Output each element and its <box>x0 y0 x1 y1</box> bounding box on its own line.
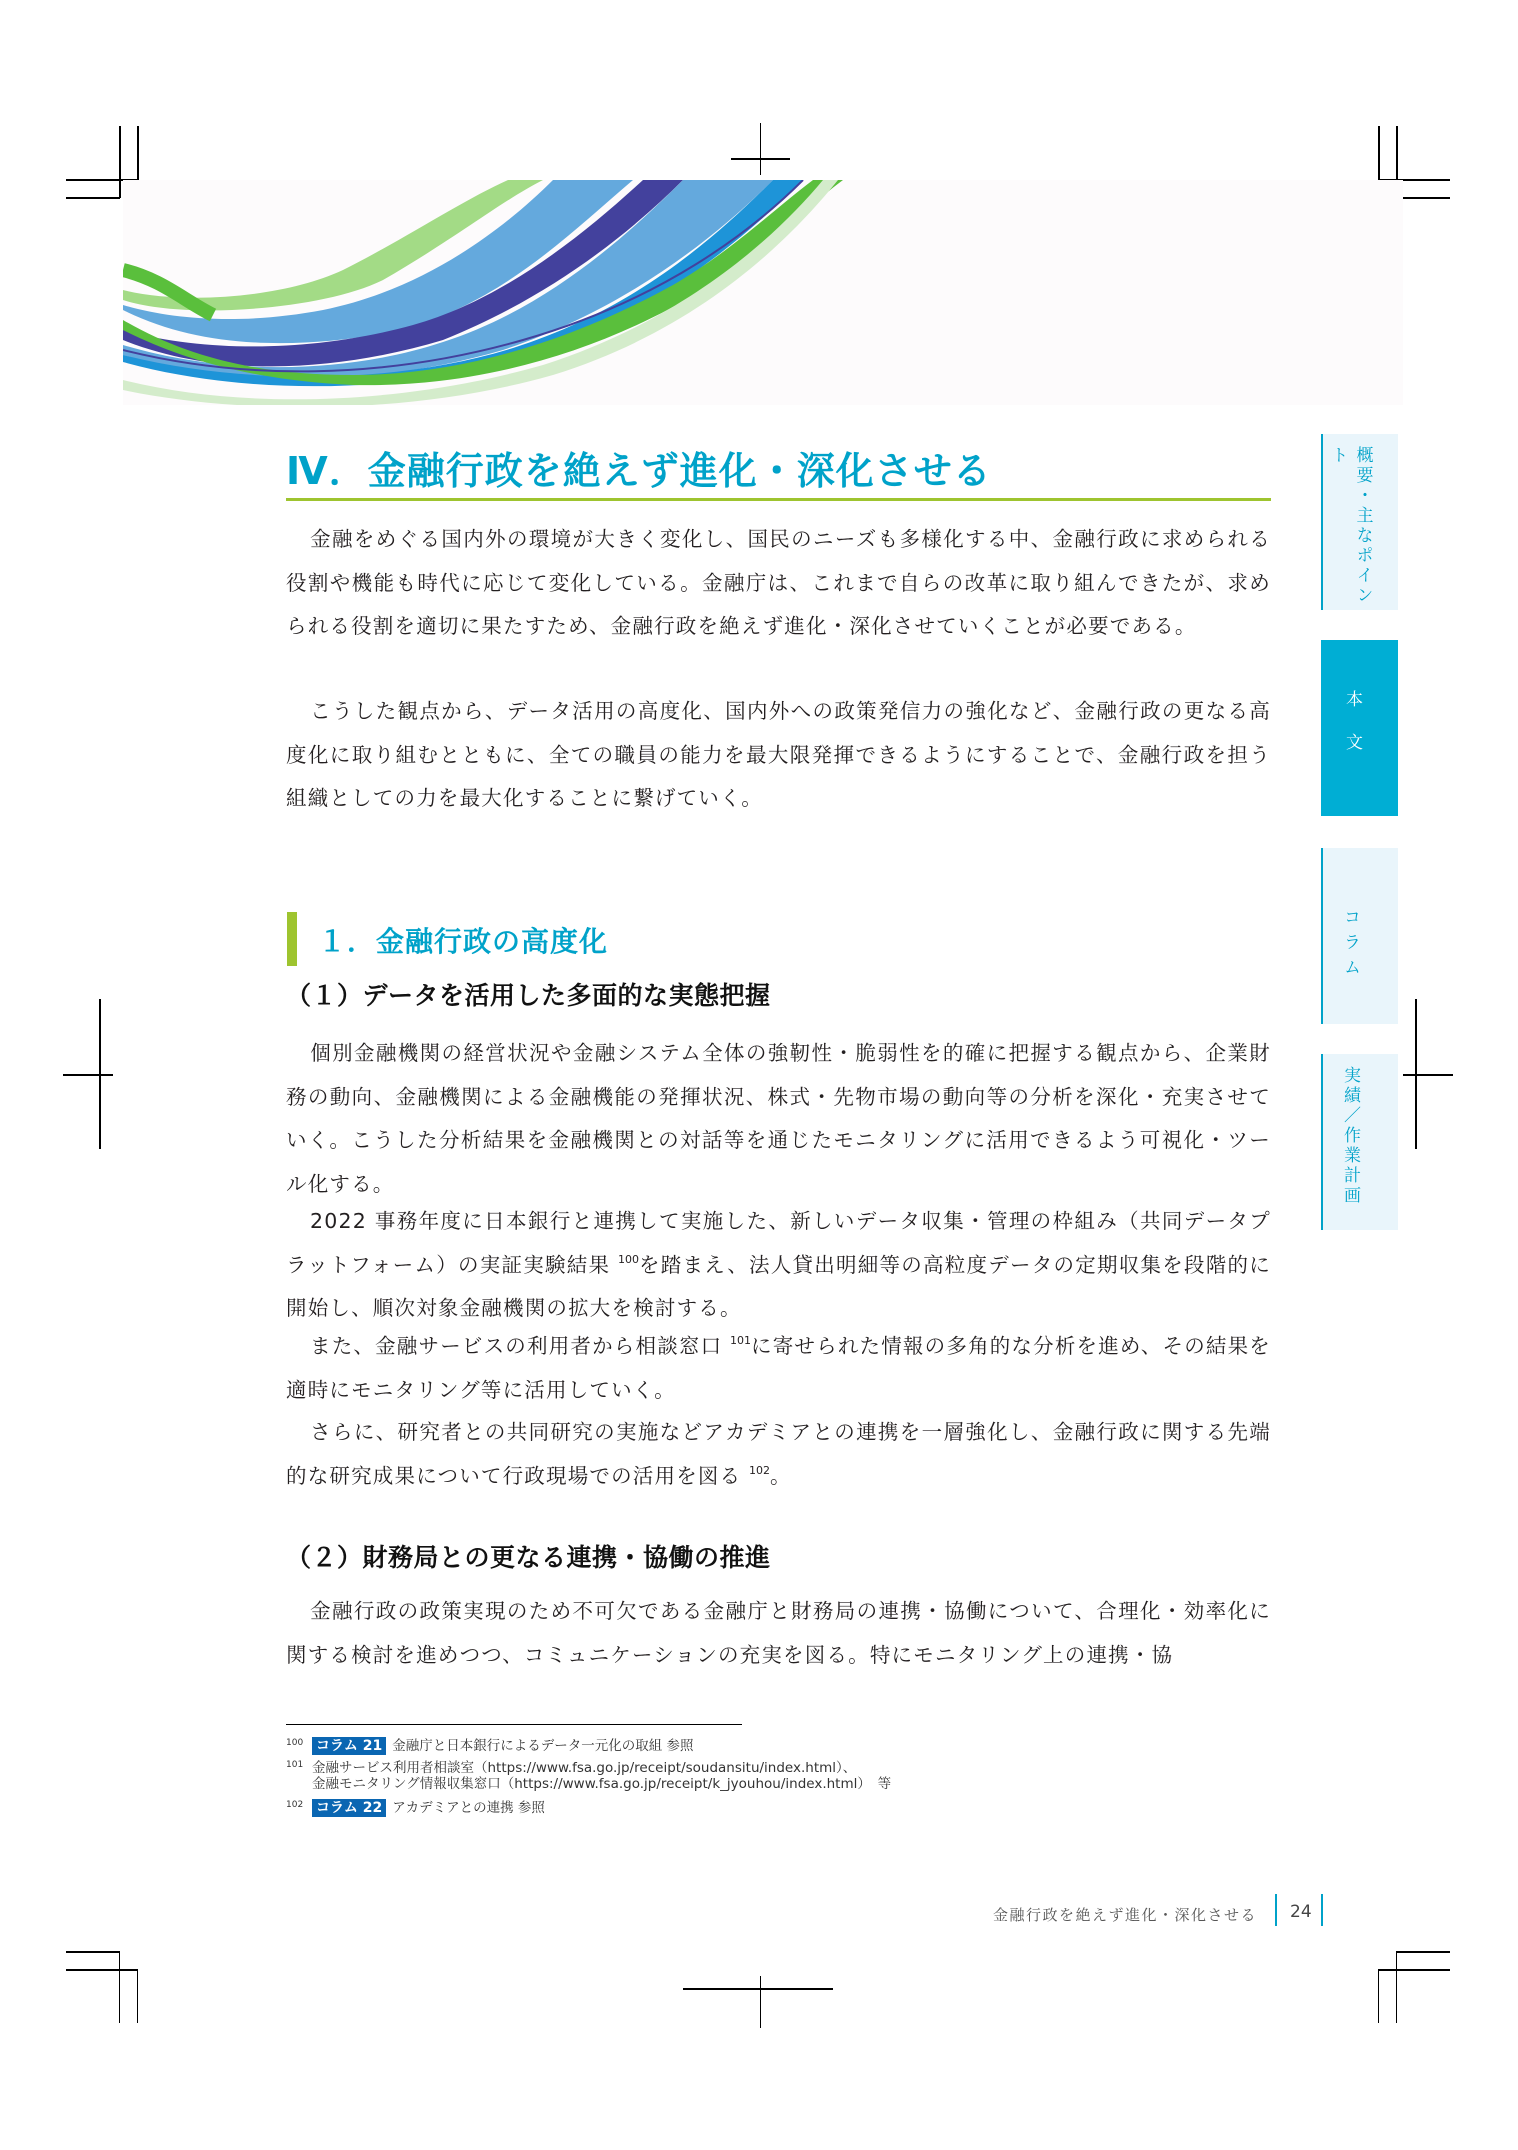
subsection-title-1: （１）データを活用した多面的な実態把握 <box>286 981 771 1010</box>
footnote-number: 101 <box>286 1760 304 1770</box>
paragraph-text: 個別金融機関の経営状況や金融システム全体の強靭性・脆弱性を的確に把握する観点から、企業財務の動向、金融機関による金融機能の発揮状況、株式・先物市場の動向等の分析を深化・充実させていく。こうした分析結果を金融機関との対話等を通じたモニタリングに活用できるよう可視化・ツール化する。 <box>286 1041 1271 1196</box>
footnote-ref-102[interactable]: 102 <box>749 1463 771 1477</box>
subsection-1-paragraph-4 <box>286 1411 1271 1498</box>
subsection-1-paragraph-2 <box>286 1200 1271 1331</box>
footnote-number: 100 <box>286 1738 304 1748</box>
side-tab-main-text[interactable] <box>1321 640 1398 816</box>
footnote-102 <box>286 1796 545 1817</box>
paragraph-text: を踏まえ、法人貸出明細等の高粒度データの定期収集を段階的に開始し、順次対象金融機関の拡大を検討する。 <box>286 1252 1272 1320</box>
paragraph-text: 2022 事務年度に日本銀行と連携して実施した、新しいデータ収集・管理の枠組み（共同データプラットフォーム）の実証実験結果 <box>286 1209 1271 1277</box>
header-banner <box>123 180 1403 405</box>
chapter-title: Ⅳ．金融行政を絶えず進化・深化させる <box>286 449 992 493</box>
intro-paragraph-1 <box>286 518 1271 649</box>
wave-ribbons-graphic <box>123 180 1403 405</box>
section-title: １．金融行政の高度化 <box>318 925 609 958</box>
footnote-101 <box>286 1756 856 1777</box>
footnote-divider <box>286 1724 742 1725</box>
side-tab-label: 概要・主なポイント <box>1327 446 1373 606</box>
paragraph-text: さらに、研究者との共同研究の実施などアカデミアとの連携を一層強化し、金融行政に関する先端的な研究成果について行政現場での活用を図る <box>286 1420 1271 1488</box>
footer-divider-right <box>1321 1894 1323 1926</box>
footnote-ref-101[interactable]: 101 <box>730 1334 752 1347</box>
footer-divider-left <box>1275 1894 1277 1926</box>
footnote-ref-100[interactable]: 100 <box>618 1252 639 1266</box>
section-accent-bar <box>287 912 297 966</box>
footnote-text: 金融モニタリング情報収集窓口（https://www.fsa.go.jp/receipt/k_jyouhou/index.html） 等 <box>312 1776 892 1792</box>
subsection-1-paragraph-3 <box>286 1325 1271 1412</box>
side-tab-overview[interactable] <box>1321 434 1398 610</box>
footnote-100 <box>286 1734 694 1755</box>
subsection-2-paragraph-1 <box>286 1590 1271 1677</box>
paragraph-text: 。 <box>770 1463 792 1488</box>
page-number: 24 <box>1290 1902 1312 1922</box>
paragraph-text: また、金融サービスの利用者から相談窓口 <box>310 1334 723 1358</box>
paragraph-text: 金融行政の政策実現のため不可欠である金融庁と財務局の連携・協働について、合理化・効率化に関する検討を進めつつ、コミュニケーションの充実を図る。特にモニタリング上の連携・協 <box>286 1599 1271 1667</box>
footnote-101-continued <box>286 1775 891 1793</box>
intro-paragraph-2-text: こうした観点から、データ活用の高度化、国内外への政策発信力の強化など、金融行政の更なる高度化に取り組むとともに、全ての職員の能力を最大限発揮できるようにすることで、金融行政を担う組織としての力を最大化することに繋げていく。 <box>286 699 1271 810</box>
running-footer-title: 金融行政を絶えず進化・深化させる <box>993 1906 1258 1924</box>
column-badge-21[interactable]: コラム 21 <box>312 1737 386 1755</box>
footnote-text: 金融庁と日本銀行によるデータ一元化の取組 参照 <box>392 1738 694 1754</box>
column-badge-22[interactable]: コラム 22 <box>312 1799 386 1817</box>
intro-paragraph-2 <box>286 690 1271 821</box>
chapter-title-underline <box>286 498 1271 501</box>
footnote-text: アカデミアとの連携 参照 <box>392 1800 545 1816</box>
footnote-text: 金融サービス利用者相談室（https://www.fsa.go.jp/receipt/soudansitu/index.html）、 <box>312 1760 857 1776</box>
subsection-title-2: （２）財務局との更なる連携・協働の推進 <box>286 1543 771 1572</box>
side-tab-results-plan[interactable] <box>1321 1054 1398 1230</box>
paragraph-text: に寄せられた情報の多角的な分析を進め、その結果を適時にモニタリング等に活用していく。 <box>286 1334 1272 1402</box>
subsection-1-paragraph-1 <box>286 1032 1271 1206</box>
side-tab-label: 本文 <box>1342 690 1362 776</box>
side-tab-label: コラム <box>1340 908 1360 983</box>
side-tab-label: 実績／作業計画 <box>1340 1066 1360 1206</box>
side-tab-column[interactable] <box>1321 848 1398 1024</box>
footnote-number: 102 <box>286 1800 304 1810</box>
intro-paragraph-1-text: 金融をめぐる国内外の環境が大きく変化し、国民のニーズも多様化する中、金融行政に求められる役割や機能も時代に応じて変化している。金融庁は、これまで自らの改革に取り組んできたが、求められる役割を適切に果たすため、金融行政を絶えず進化・深化させていくことが必要である。 <box>286 527 1271 638</box>
